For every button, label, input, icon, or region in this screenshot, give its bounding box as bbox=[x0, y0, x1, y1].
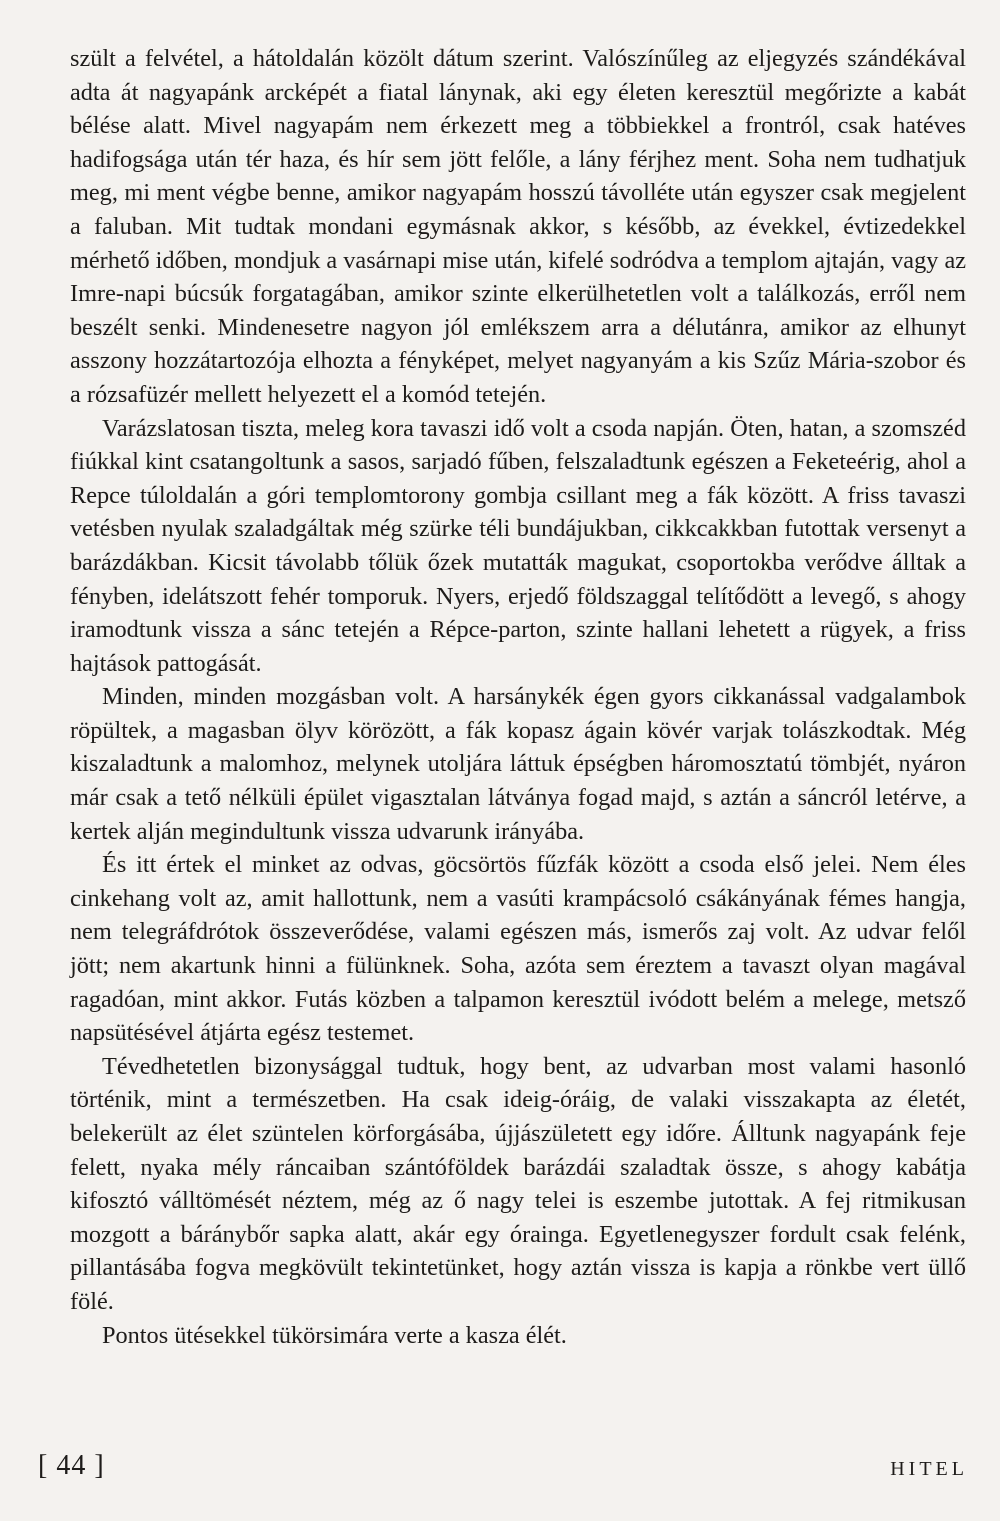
paragraph-3: Minden, minden mozgásban volt. A harsánykék égen gyors cikkanással vadgalambok röpültek, a magasban ölyv körözött, a fák kopasz ágain kövér varjak tolászkodtak. Még kiszaladtunk a malomhoz, melynek utoljára láttuk épségben háromosztatú tömbjét, nyáron már csak a tető nélküli épület vigasztalan látványa fogad majd, s aztán a sáncról letérve, a kertek alján megindultunk vissza udvarunk irányába. bbox=[70, 683, 966, 845]
paragraph-4: És itt értek el minket az odvas, göcsörtös fűzfák között a csoda első jelei. Nem éles cinkehang volt az, amit hallottunk, nem a vasúti krampácsoló csákányának fémes hangja, nem telegráfdrótok összeverődése, valami egészen más, ismerős zaj volt. Az udvar felől jött; nem akartunk hinni a fülünknek. Soha, azóta sem éreztem a tavaszt olyan magával ragadóan, mint akkor. Futás közben a talpamon keresztül ivódott belém a melege, metsző napsütésével átjárta egész testemet. bbox=[70, 851, 966, 1047]
body-text bbox=[70, 42, 966, 1352]
paragraph-6: Pontos ütésekkel tükörsimára verte a kasza élét. bbox=[102, 1321, 567, 1349]
page-number: [ 44 ] bbox=[38, 1450, 105, 1481]
paragraph-1: szült a felvétel, a hátoldalán közölt dátum szerint. Valószínűleg az eljegyzés szándékával adta át nagyapánk arcképét a fiatal lánynak, aki egy életen keresztül megőrizte a kabát bélése alatt. Mivel nagyapám nem érkezett meg a többiekkel a frontról, csak hatéves hadifogsága után tér haza, és hír sem jött felőle, a lány férjhez ment. Soha nem tudhatjuk meg, mi ment végbe benne, amikor nagyapám hosszú távolléte után egyszer csak megjelent a faluban. Mit tudtak mondani egymásnak akkor, s később, az évekkel, évtizedekkel mérhető időben, mondjuk a vasárnapi mise után, kifelé sodródva a templom ajtaján, vagy az Imre-napi búcsúk forgatagában, amikor szinte elkerülhetetlen volt a találkozás, erről nem beszélt senki. Mindenesetre nagyon jól emlékszem arra a délutánra, amikor az elhunyt asszony hozzátartozója elhozta a fényképet, melyet nagyanyám a kis Szűz Mária-szobor és a rózsafüzér mellett helyezett el a komód tetején. bbox=[70, 45, 967, 408]
paragraph-2: Varázslatosan tiszta, meleg kora tavaszi idő volt a csoda napján. Öten, hatan, a szomszéd fiúkkal kint csatangoltunk a sasos, sarjadó fűben, felszaladtunk egészen a Feketeérig, ahol a Repce túloldalán a góri templomtorony gombja csillant meg a fák között. A friss tavaszi vetésben nyulak szaladgáltak még szürke téli bundájukban, cikkcakkban futottak versenyt a barázdákban. Kicsit távolabb tőlük őzek mutatták magukat, csoportokba verődve álltak a fényben, idelátszott fehér tomporuk. Nyers, erjedő földszaggal telítődött a levegő, s ahogy iramodtunk vissza a sánc tetején a Répce-parton, szinte hallani lehetett a rügyek, a friss hajtások pattogását. bbox=[70, 414, 966, 677]
paragraph-5: Tévedhetetlen bizonysággal tudtuk, hogy bent, az udvarban most valami hasonló történik, mint a természetben. Ha csak ideig-óráig, de valaki visszakapta az életét, belekerült az élet szüntelen körforgásába, újjászületett egy időre. Álltunk nagyapánk feje felett, nyaka mély ráncaiban szántóföldek barázdái szaladtak össze, s ahogy kabátja kifosztó válltömését néztem, még az ő nagy telei is eszembe jutottak. A fej ritmikusan mozgott a báránybőr sapka alatt, akár egy óraingа. Egyetlenegyszer fordult csak felénk, pillantásába fogva megkövült tekintetünket, hogy aztán vissza is kapja a rönkbe vert üllő fölé. bbox=[70, 1052, 966, 1315]
journal-name: HITEL bbox=[890, 1458, 968, 1480]
